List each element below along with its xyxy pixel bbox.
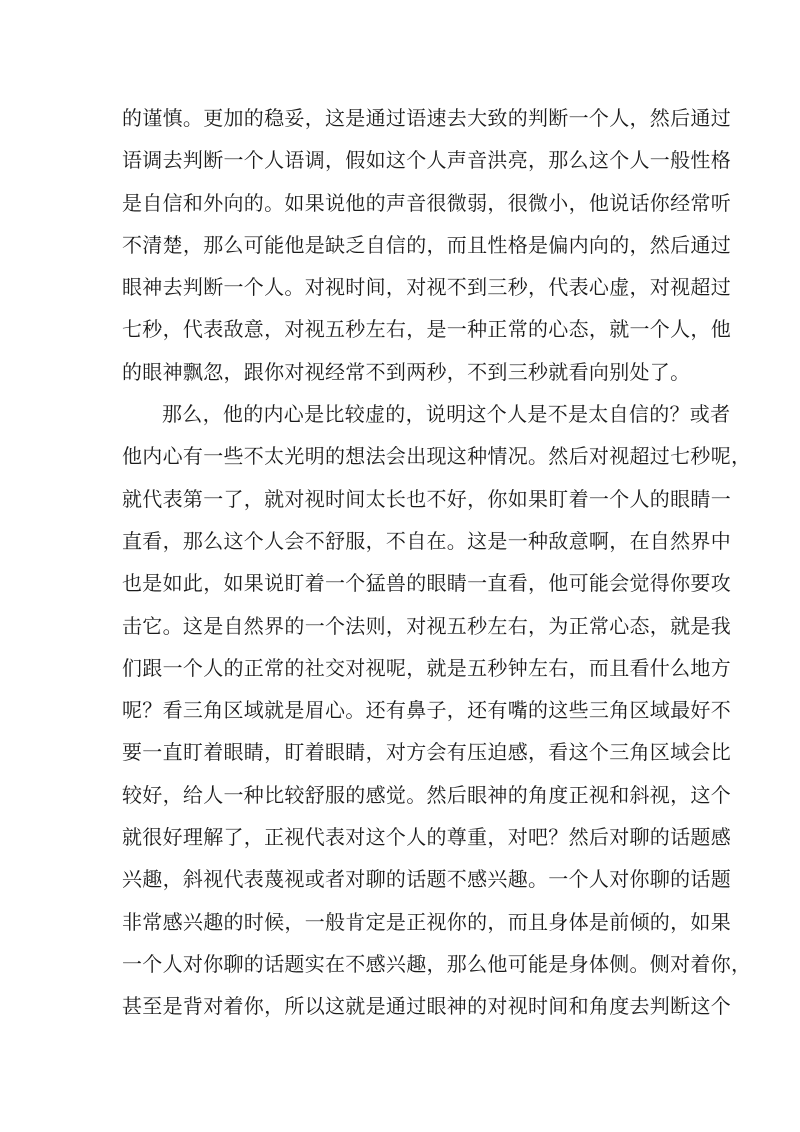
text-line: 他内心有一些不太光明的想法会出现这种情况。然后对视超过七秒呢， [122,444,752,469]
text-line [122,1028,682,1070]
text-line: 要一直盯着眼睛，盯着眼睛，对方会有压迫感，看这个三角区域会比 [122,740,731,765]
text-line: 那么，他的内心是比较虚的，说明这个人是不是太自信的？或者 [162,402,731,427]
paragraph-1 [122,97,731,393]
text-line: 们跟一个人的正常的社交对视呢，就是五秒钟左右，而且看什么地方 [122,655,731,680]
document-page [122,97,752,1070]
text-line: 兴趣，斜视代表蔑视或者对聊的话题不感兴趣。一个人对你聊的话题 [122,867,731,892]
text-line: 是自信和外向的。如果说他的声音很微弱，很微小，他说话你经常听 [122,190,731,215]
text-line: 七秒，代表敌意，对视五秒左右，是一种正常的心态，就一个人，他 [122,317,731,342]
text-line: 直看，那么这个人会不舒服，不自在。这是一种敌意啊，在自然界中 [122,528,731,553]
text-line: 不清楚，那么可能他是缺乏自信的，而且性格是偏内向的，然后通过 [122,232,731,257]
text-line: 非常感兴趣的时候，一般肯定是正视你的，而且身体是前倾的，如果 [122,909,731,934]
text-line: 较好，给人一种比较舒服的感觉。然后眼神的角度正视和斜视，这个 [122,782,731,807]
text-line: 一个人对你聊的话题实在不感兴趣，那么他可能是身体侧。侧对着你， [122,951,752,976]
text-line: 击它。这是自然界的一个法则，对视五秒左右，为正常心态，就是我 [122,613,731,638]
text-line: 的眼神飘忽，跟你对视经常不到两秒，不到三秒就看向别处了。 [122,359,691,384]
text-line: 甚至是背对着你，所以这就是通过眼神的对视时间和角度去判断这个 [122,994,731,1019]
text-line: 就代表第一了，就对视时间太长也不好，你如果盯着一个人的眼睛一 [122,486,731,511]
text-line: 也是如此，如果说盯着一个猛兽的眼睛一直看，他可能会觉得你要攻 [122,571,731,596]
paragraph-2 [122,393,752,1070]
text-line: 语调去判断一个人语调，假如这个人声音洪亮，那么这个人一般性格 [122,148,731,173]
text-line: 呢？看三角区域就是眉心。还有鼻子，还有嘴的这些三角区域最好不 [122,698,731,723]
text-line: 的谨慎。更加的稳妥，这是通过语速去大致的判断一个人，然后通过 [122,106,731,130]
text-line: 就很好理解了，正视代表对这个人的尊重，对吧？然后对聊的话题感 [122,825,731,850]
text-line: 眼神去判断一个人。对视时间，对视不到三秒，代表心虚，对视超过 [122,275,731,300]
